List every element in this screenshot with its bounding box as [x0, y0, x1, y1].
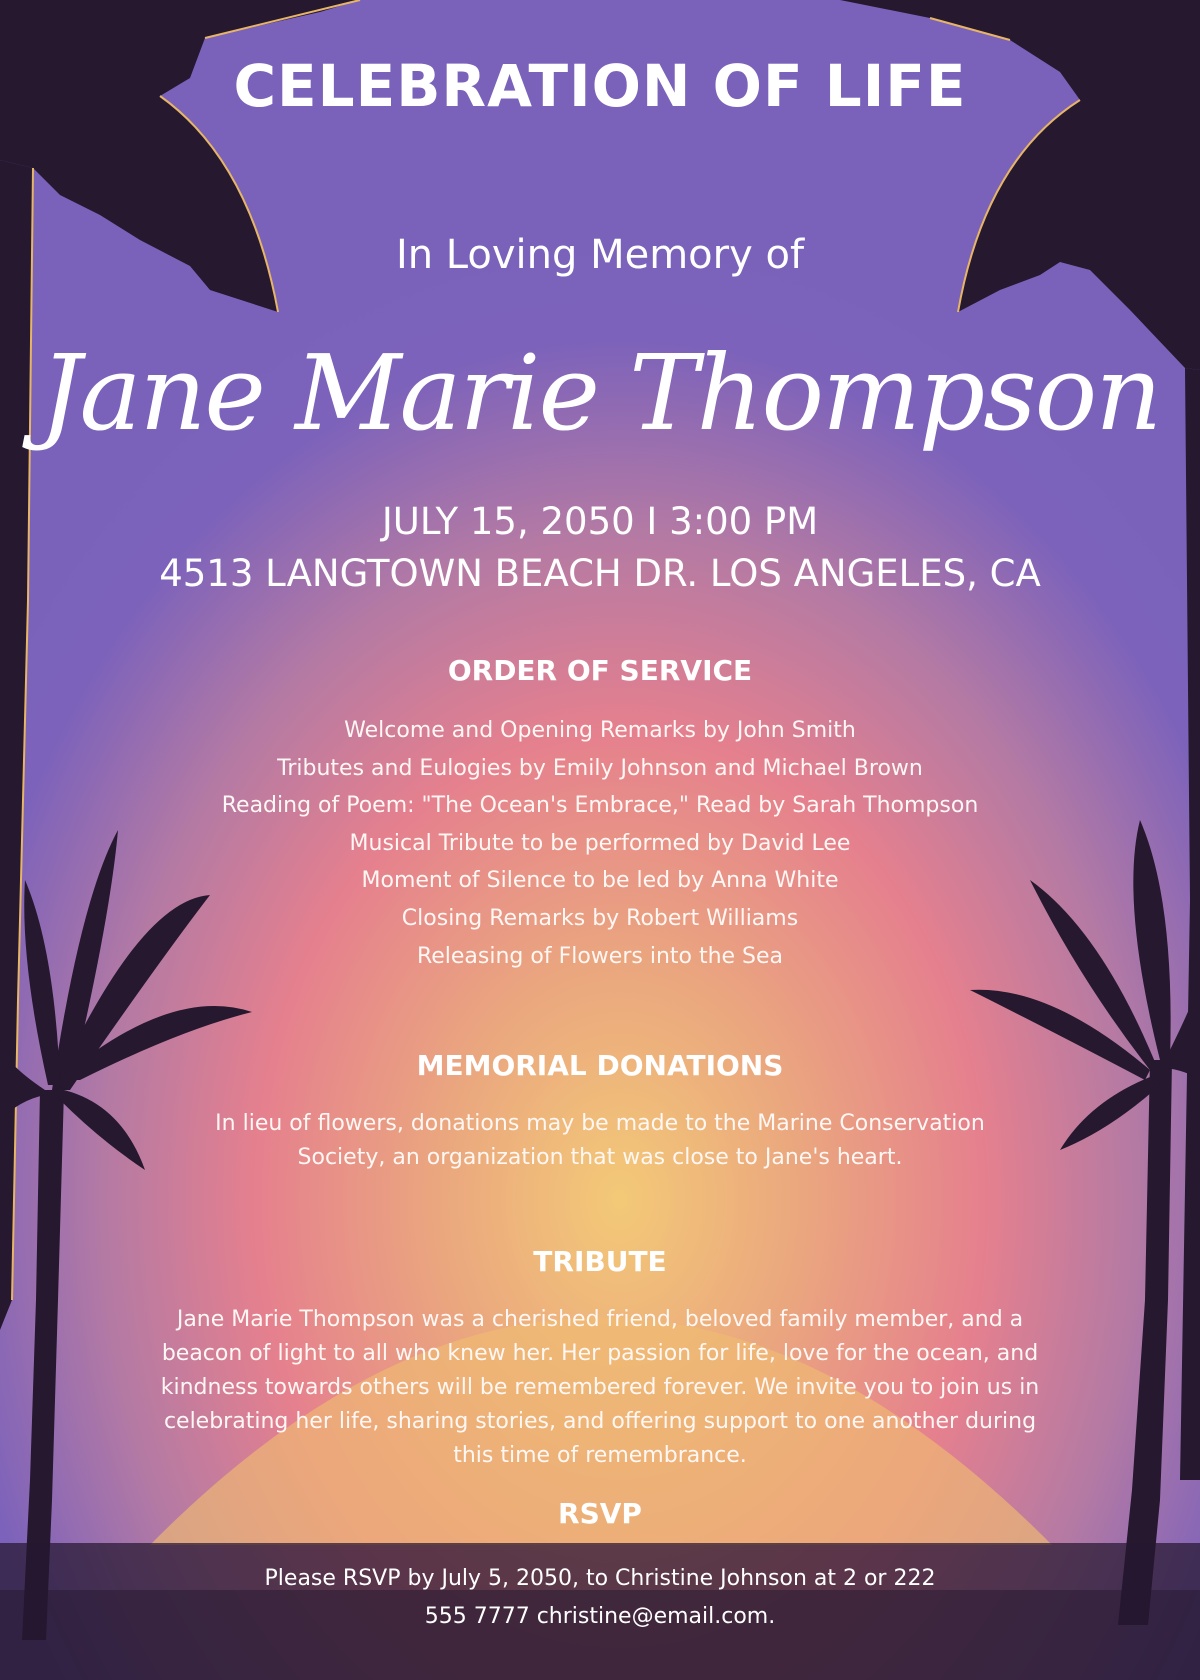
event-datetime: JULY 15, 2050 I 3:00 PM	[381, 500, 819, 543]
deceased-name: Jane Marie Thompson	[39, 332, 1161, 454]
service-item: Welcome and Opening Remarks by John Smith	[344, 718, 856, 743]
tribute-heading: TRIBUTE	[533, 1245, 667, 1278]
service-item: Reading of Poem: "The Ocean's Embrace," Read by Sarah Thompson	[221, 793, 979, 819]
rsvp-text: Please RSVP by July 5, 2050, to Christine Johnson at 2 or 222 555 7777 christine@email.com.	[264, 1566, 936, 1629]
rsvp-heading: RSVP	[558, 1497, 642, 1530]
memorial-donations-heading: MEMORIAL DONATIONS	[416, 1049, 784, 1082]
service-item: Releasing of Flowers into the Sea	[416, 943, 784, 969]
tribute-text: Jane Marie Thompson was a cherished friend, beloved family member, and a beacon of light to all who knew her. Her passion for life, love for the ocean, and kindness towards others will be remembered forever. We invite you to join us in celebrating her life, sharing stories, and offering support to one another during this time of remembrance.	[160, 1307, 1040, 1468]
order-of-service-heading: ORDER OF SERVICE	[447, 654, 753, 687]
service-item: Tributes and Eulogies by Emily Johnson and Michael Brown	[277, 755, 923, 781]
event-address: 4513 LANGTOWN BEACH DR. LOS ANGELES, CA	[159, 552, 1041, 595]
order-of-service-list	[0, 712, 1200, 975]
service-item: Musical Tribute to be performed by David Lee	[349, 830, 851, 856]
service-item: Moment of Silence to be led by Anna White	[361, 868, 839, 894]
page-title: CELEBRATION OF LIFE	[233, 52, 967, 120]
service-item: Closing Remarks by Robert Williams	[401, 905, 799, 931]
subtitle: In Loving Memory of	[395, 232, 805, 278]
memorial-donations-text: In lieu of flowers, donations may be made to the Marine Conservation Society, an organization that was close to Jane's heart.	[215, 1111, 985, 1170]
